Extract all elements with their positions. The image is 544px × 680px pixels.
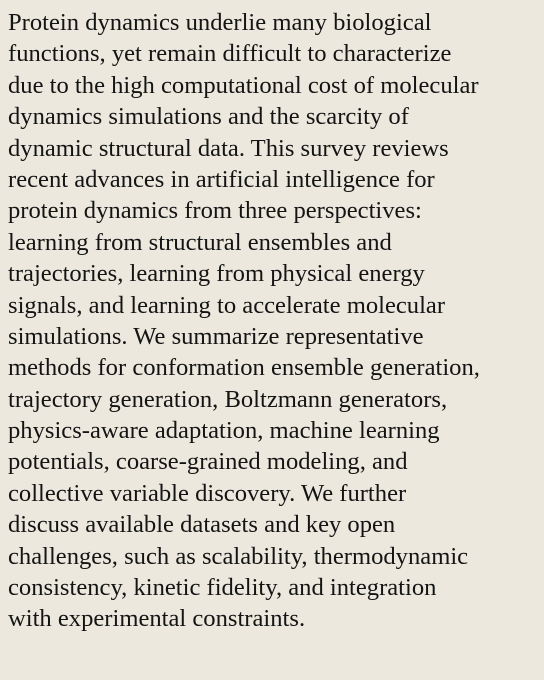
abstract-line: due to the high computational cost of molecular	[8, 71, 479, 99]
abstract-line: protein dynamics from three perspectives:	[8, 197, 422, 225]
abstract-line: methods for conformation ensemble generation,	[8, 354, 480, 382]
abstract-line: physics-aware adaptation, machine learning	[8, 417, 440, 445]
abstract-line: signals, and learning to accelerate molecular	[8, 291, 446, 319]
abstract-line: consistency, kinetic fidelity, and integration	[8, 574, 437, 602]
abstract-line: collective variable discovery. We further	[8, 479, 407, 507]
abstract-line: Protein dynamics underlie many biological	[8, 9, 432, 36]
abstract-line: dynamic structural data. This survey reviews	[8, 134, 449, 162]
abstract-line: potentials, coarse-grained modeling, and	[8, 448, 408, 476]
abstract-line: learning from structural ensembles and	[8, 228, 392, 256]
abstract-line: challenges, such as scalability, thermodynamic	[8, 542, 469, 570]
abstract-line: dynamics simulations and the scarcity of	[8, 103, 409, 131]
abstract-paragraph	[8, 7, 544, 635]
abstract-line: discuss available datasets and key open	[8, 511, 396, 539]
abstract-line: recent advances in artificial intelligence for	[8, 165, 435, 193]
abstract-line: trajectories, learning from physical energy	[8, 260, 425, 288]
abstract-line: functions, yet remain difficult to characterize	[8, 40, 452, 68]
abstract-line: simulations. We summarize representative	[8, 322, 424, 350]
abstract-line: trajectory generation, Boltzmann generators,	[8, 385, 448, 413]
abstract-line: with experimental constraints.	[8, 605, 306, 633]
